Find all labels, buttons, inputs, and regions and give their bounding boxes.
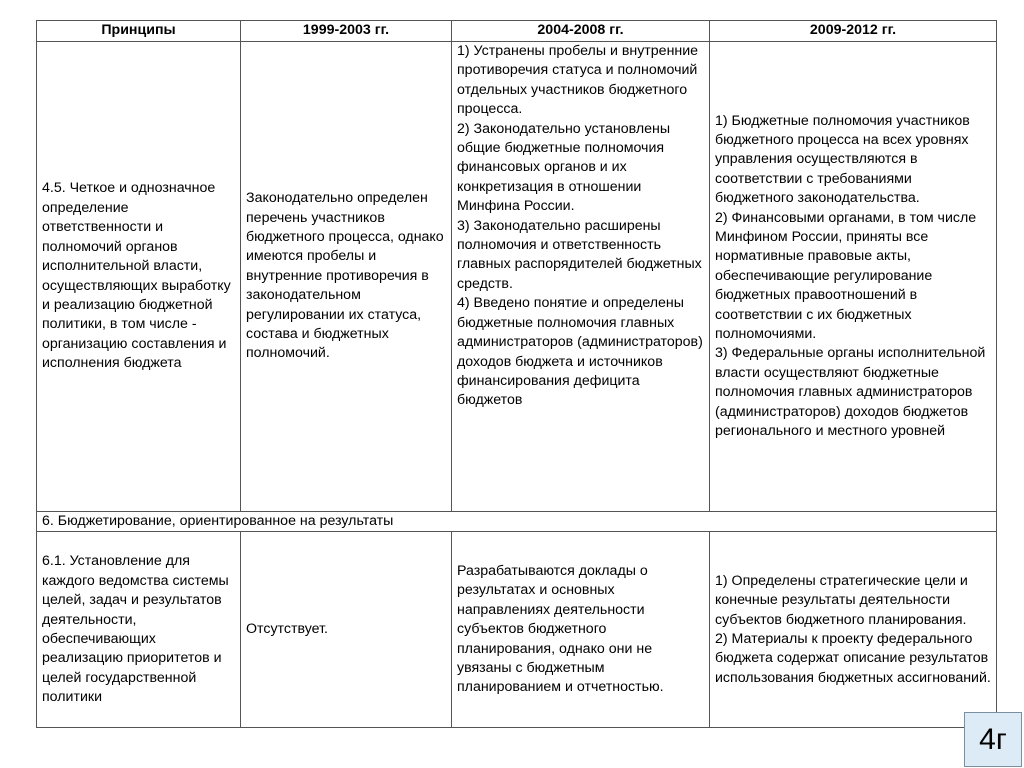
period-2004-cell [452, 532, 710, 728]
section-row [37, 512, 997, 532]
period-1999-cell [241, 532, 452, 728]
header-2009-2012: 2009-2012 гг. [710, 21, 997, 42]
cell-text: Отсутствует. [246, 621, 328, 638]
period-2009-cell [710, 42, 997, 512]
section-title: 6. Бюджетирование, ориентированное на результаты [37, 512, 997, 532]
principle-cell [37, 532, 241, 728]
cell-text: 1) Бюджетные полномочия участников бюджетного процесса на всех уровнях управления осуществляются в соответствии с требованиями бюджетного законодательства. [715, 112, 970, 207]
cell-text: Разрабатываются доклады о результатах и основных направлениях деятельности субъектов бюджетного планирования, однако они не увязаны с бюджетным планированием и отчетностью. [457, 562, 664, 696]
cell-text: 1) Определены стратегические цели и конечные результаты деятельности субъектов бюджетного планирования. [715, 572, 968, 628]
cell-text: 4) Введено понятие и определены бюджетные полномочия главных администраторов (администраторов) доходов бюджета и источников финансирования дефицита бюджетов [457, 295, 703, 409]
header-2004-2008: 2004-2008 гг. [452, 21, 710, 42]
cell-text: Законодательно определен перечень участников бюджетного процесса, однако имеются пробелы и внутренние противоречия в законодательном регулировании их статуса, состава и бюджетных полномочий. [246, 190, 444, 362]
period-1999-cell [241, 42, 452, 512]
slide-number-badge: 4г [964, 712, 1022, 767]
header-row [37, 21, 997, 42]
period-2009-cell [710, 532, 997, 728]
cell-text: 6.1. Установление для каждого ведомства системы целей, задач и результатов деятельности, обеспечивающих реализацию приоритетов и целей государственной политики [42, 553, 229, 706]
cell-text: 2) Финансовыми органами, в том числе Минфином России, приняты все нормативные правовые акты, обеспечивающие регулирование бюджетных правоотношений в соответствии с их бюджетных полномочиями. [715, 209, 977, 343]
header-principles: Принципы [37, 21, 241, 42]
header-1999-2003: 1999-2003 гг. [241, 21, 452, 42]
cell-text: 2) Материалы к проекту федерального бюджета содержат описание результатов использования бюджетных ассигнований. [715, 630, 991, 686]
period-2004-cell [452, 42, 710, 512]
cell-text: 1) Устранены пробелы и внутренние противоречия статуса и полномочий отдельных участников бюджетного процесса. [457, 43, 699, 118]
cell-text: 4.5. Четкое и однозначное определение ответственности и полномочий органов исполнительной власти, осуществляющих выработку и реализацию бюджетной политики, в том числе - организацию составления и исполнения бюджета [42, 180, 231, 372]
budget-principles-table [36, 20, 997, 728]
cell-text: 2) Законодательно установлены общие бюджетные полномочия финансовых органов и их конкретизация в отношении Минфина России. [457, 120, 671, 215]
table-row [37, 42, 997, 512]
table-row [37, 532, 997, 728]
cell-text: 3) Федеральные органы исполнительной власти осуществляют бюджетные полномочия главных администраторов (администраторов) доходов бюджетов регионального и местного уровней [715, 345, 986, 440]
principle-cell [37, 42, 241, 512]
cell-text: 3) Законодательно расширены полномочия и ответственность главных распорядителей бюджетных средств. [457, 217, 702, 292]
